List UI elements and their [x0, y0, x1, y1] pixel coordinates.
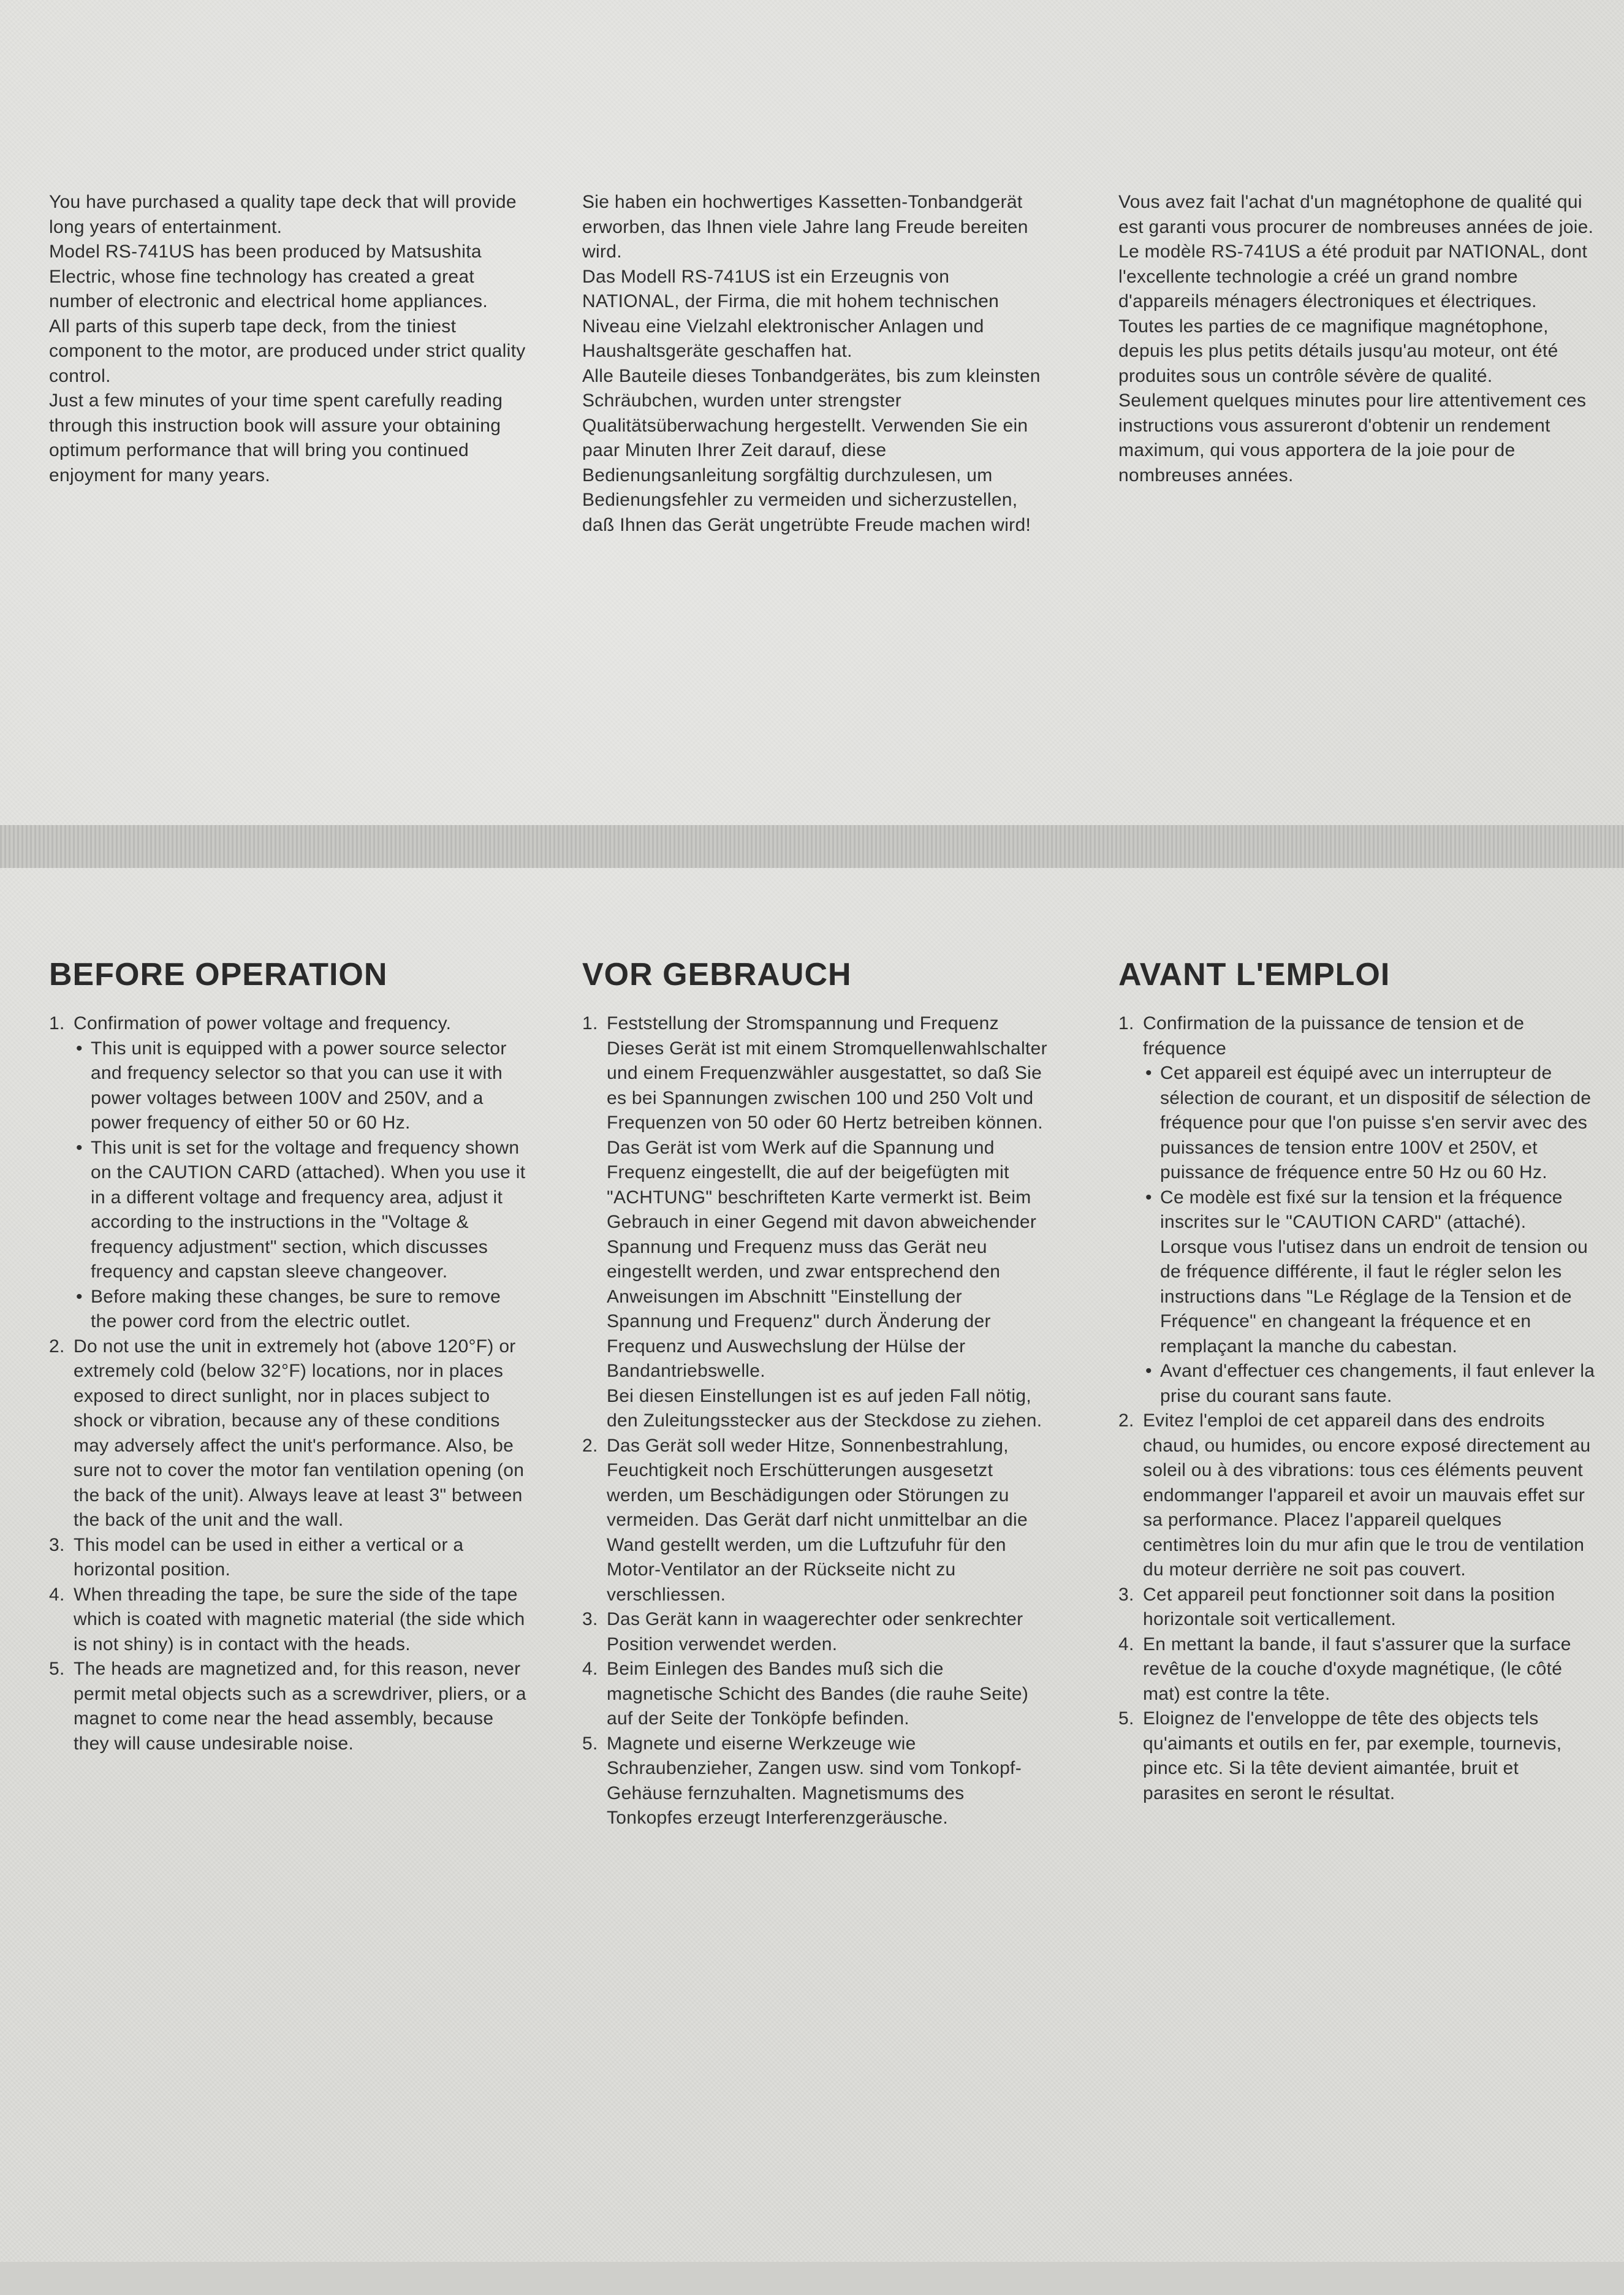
bullet-item: • Cet appareil est équipé avec un interrupteur de sélection de courant, et un dispositif de sélection de fréquence pour que l'on puisse s'en servir avec des puissances de tension entre 100V et 250V, et puissance de fréquence entre 50 Hz ou 60 Hz. — [1143, 1061, 1596, 1186]
item-text: Beim Einlegen des Bandes muß sich die magnetische Schicht des Bandes (die rauhe Seite) auf der Seite der Tonköpfe befinden. — [607, 1659, 1029, 1729]
item-number: 2. — [49, 1336, 65, 1357]
list-item — [582, 1657, 1048, 1732]
intro-paragraph: All parts of this superb tape deck, from the tiniest component to the motor, are produced under strict quality control. — [49, 316, 526, 386]
item-number: 4. — [49, 1584, 65, 1605]
list-item — [582, 1732, 1048, 1831]
section-heading: VOR GEBRAUCH — [582, 957, 852, 992]
item-title: Feststellung der Stromspannung und Frequenz — [607, 1013, 999, 1033]
item-number: 3. — [582, 1609, 598, 1629]
item-text: Das Gerät soll weder Hitze, Sonnenbestrahlung, Feuchtigkeit noch Erschütterungen ausgesetzt werden, um Beschädigungen oder Störungen zu vermeiden. Das Gerät darf nicht unmittelbar an die Wand gestellt werden, um die Luftzufuhr für den Motor-Ventilator an der Rückseite nicht zu verschliessen. — [607, 1435, 1028, 1605]
item-text: Das Gerät kann in waagerechter oder senkrechter Position verwendet werden. — [607, 1609, 1023, 1654]
item-text: En mettant la bande, il faut s'assurer que la surface revêtue de la couche d'oxyde magnétique, (le côté mat) est contre la tête. — [1143, 1634, 1571, 1704]
intro-paragraph: Toutes les parties de ce magnifique magnétophone, depuis les plus petits détails jusqu'au moteur, ont été produites sous un contrôle sévère de qualité. — [1118, 316, 1558, 386]
intro-paragraph: Just a few minutes of your time spent carefully reading through this instruction book will assure your obtaining optimum performance that will bring you continued enjoyment for many years. — [49, 390, 503, 485]
section-french — [1118, 956, 1596, 1806]
item-number: 5. — [1118, 1708, 1134, 1729]
intro-paragraph: Das Modell RS-741US ist ein Erzeugnis von NATIONAL, der Firma, die mit hohem technischen Niveau eine Vielzahl elektronischer Anlagen und Haushaltsgeräte geschaffen hat. — [582, 266, 1000, 361]
item-number: 4. — [582, 1659, 598, 1679]
intro-paragraph: Alle Bauteile dieses Tonbandgerätes, bis zum kleinsten Schräubchen, wurden unter strengster Qualitätsüberwachung hergestellt. Verwenden Sie ein paar Minuten Ihrer Zeit darauf, diese Bedienungsanleitung sorgfältig durchzulesen, um Bedienungsfehler zu vermeiden und sicherzustellen, daß Ihnen das Gerät ungetrübte Freude machen wird! — [582, 365, 1041, 535]
item-paragraph: Bei diesen Einstellungen ist es auf jeden Fall nötig, den Zuleitungsstecker aus der Steckdose zu ziehen. — [607, 1385, 1042, 1431]
item-text: Cet appareil peut fonctionner soit dans la position horizontale soit verticallement. — [1143, 1584, 1555, 1629]
intro-paragraph: Le modèle RS-741US a été produit par NATIONAL, dont l'excellente technologie a créé un grand nombre d'appareils ménagers électroniques et électriques. — [1118, 242, 1588, 311]
item-text: This model can be used in either a vertical or a horizontal position. — [74, 1534, 464, 1580]
list-item — [1118, 1409, 1596, 1583]
item-paragraph: Dieses Gerät ist mit einem Stromquellenwahlschalter und einem Frequenzwähler ausgestattet, so daß Sie es bei Spannungen zwischen 100 und 250 Volt und Frequenzen von 50 oder 60 Hertz betreiben können. — [607, 1038, 1047, 1133]
intro-paragraph: Seulement quelques minutes pour lire attentivement ces instructions vous assureront d'obtenir un rendement maximum, qui vous apportera de la joie pour de nombreuses années. — [1118, 390, 1587, 485]
instruction-list — [582, 1011, 1048, 1831]
list-item — [582, 1434, 1048, 1608]
item-number: 5. — [582, 1733, 598, 1754]
bullet-item: • Avant d'effectuer ces changements, il faut enlever la prise du courant sans faute. — [1143, 1359, 1596, 1409]
section-heading: AVANT L'EMPLOI — [1118, 957, 1391, 992]
item-number: 3. — [49, 1534, 65, 1555]
list-item — [49, 1334, 527, 1533]
item-text: Evitez l'emploi de cet appareil dans des endroits chaud, ou humides, ou encore exposé directement au soleil ou à des vibrations: tous ces éléments peuvent endommanger l'appareil et avoir un mauvais effet sur sa performance. Placez l'appareil quelques centimètres loin du mur afin que le trou de ventilation du moteur derrière ne soit pas couvert. — [1143, 1410, 1591, 1580]
item-title: Confirmation de la puissance de tension et de fréquence — [1143, 1013, 1525, 1059]
item-text: Magnete und eiserne Werkzeuge wie Schraubenzieher, Zangen usw. sind vom Tonkopf-Gehäuse fernzuhalten. Magnetismums des Tonkopfes erzeugt Interferenzgeräusche. — [607, 1733, 1022, 1828]
item-number: 2. — [1118, 1410, 1134, 1431]
bullet-item: • Before making these changes, be sure to remove the power cord from the electric outlet. — [74, 1285, 527, 1334]
item-text: Eloignez de l'enveloppe de tête des objects tels qu'aimants et outils en fer, par exemple, tournevis, pince etc. Si la tête devient aimantée, bruit et parasites en seront le résultat. — [1143, 1708, 1562, 1803]
list-item — [49, 1583, 527, 1658]
section-english — [49, 956, 527, 1756]
instruction-list — [49, 1011, 527, 1756]
item-number: 1. — [582, 1013, 598, 1033]
bullet-list — [1143, 1061, 1596, 1409]
intro-paragraph: Vous avez fait l'achat d'un magnétophone de qualité qui est garanti vous procurer de nombreuses années de joie. — [1118, 192, 1594, 237]
item-paragraph: Das Gerät ist vom Werk auf die Spannung und Frequenz eingestellt, die auf der beigefügten mit "ACHTUNG" beschrifteten Karte vermerkt ist. Beim Gebrauch in einer Gegend mit davon abweichender Spannung und Frequenz muss das Gerät neu eingestellt werden, und zwar entsprechend den Anweisungen im Abschnitt "Einstellung der Spannung und Frequenz" durch Änderung der Frequenz und Auswechslung der Hülse der Bandantriebswelle. — [607, 1137, 1037, 1381]
item-number: 5. — [49, 1659, 65, 1679]
bullet-list — [74, 1037, 527, 1334]
bullet-item: • This unit is equipped with a power source selector and frequency selector so that you can use it with power voltages between 100V and 250V, and a power frequency of either 50 or 60 Hz. — [74, 1037, 527, 1136]
divider-band — [0, 825, 1624, 868]
bullet-item: • Ce modèle est fixé sur la tension et la fréquence inscrites sur le "CAUTION CARD" (attaché). Lorsque vous l'utisez dans un endroit de tension ou de fréquence différente, il faut le régler selon les instructions dans "Le Réglage de la Tension et de Fréquence" en changeant la fréquence et en remplaçant la manche du cabestan. — [1143, 1186, 1596, 1360]
list-item — [1118, 1583, 1596, 1632]
intro-paragraph: Sie haben ein hochwertiges Kassetten-Tonbandgerät erworben, das Ihnen viele Jahre lang Freude bereiten wird. — [582, 192, 1028, 262]
list-item — [582, 1607, 1048, 1657]
instruction-list — [1118, 1011, 1596, 1806]
item-number: 2. — [582, 1435, 598, 1456]
page-bottom-edge — [0, 2262, 1624, 2295]
list-item — [1118, 1707, 1596, 1806]
bullet-item: • This unit is set for the voltage and frequency shown on the CAUTION CARD (attached). When you use it in a different voltage and frequency area, adjust it according to the instructions in the "Voltage & frequency adjustment" section, which discusses frequency and capstan sleeve changeover. — [74, 1136, 527, 1285]
intro-french — [1118, 190, 1596, 488]
item-number: 1. — [1118, 1013, 1134, 1033]
list-item — [49, 1657, 527, 1756]
item-text: When threading the tape, be sure the side of the tape which is coated with magnetic material (the side which is not shiny) is in contact with the heads. — [74, 1584, 525, 1654]
intro-paragraph: Model RS-741US has been produced by Matsushita Electric, whose fine technology has created a great number of electronic and electrical home appliances. — [49, 242, 488, 311]
list-item — [582, 1011, 1048, 1434]
intro-english — [49, 190, 527, 488]
section-german — [582, 956, 1048, 1831]
list-item — [1118, 1632, 1596, 1707]
list-item — [1118, 1011, 1596, 1409]
item-title: Confirmation of power voltage and frequency. — [74, 1013, 452, 1033]
intro-german — [582, 190, 1048, 538]
item-number: 1. — [49, 1013, 65, 1033]
list-item — [49, 1011, 527, 1334]
list-item — [49, 1533, 527, 1583]
item-text: Do not use the unit in extremely hot (above 120°F) or extremely cold (below 32°F) locations, nor in places exposed to direct sunlight, nor in places subject to shock or vibration, because any of these conditions may adversely affect the unit's performance. Also, be sure not to cover the motor fan ventilation opening (on the back of the unit). Always leave at least 3" between the back of the unit and the wall. — [74, 1336, 525, 1530]
item-number: 3. — [1118, 1584, 1134, 1605]
intro-paragraph: You have purchased a quality tape deck that will provide long years of entertainment. — [49, 192, 517, 237]
item-number: 4. — [1118, 1634, 1134, 1654]
item-text: The heads are magnetized and, for this reason, never permit metal objects such as a screwdriver, pliers, or a magnet to come near the head assembly, because they will cause undesirable noise. — [74, 1659, 526, 1754]
section-heading: BEFORE OPERATION — [49, 957, 388, 992]
